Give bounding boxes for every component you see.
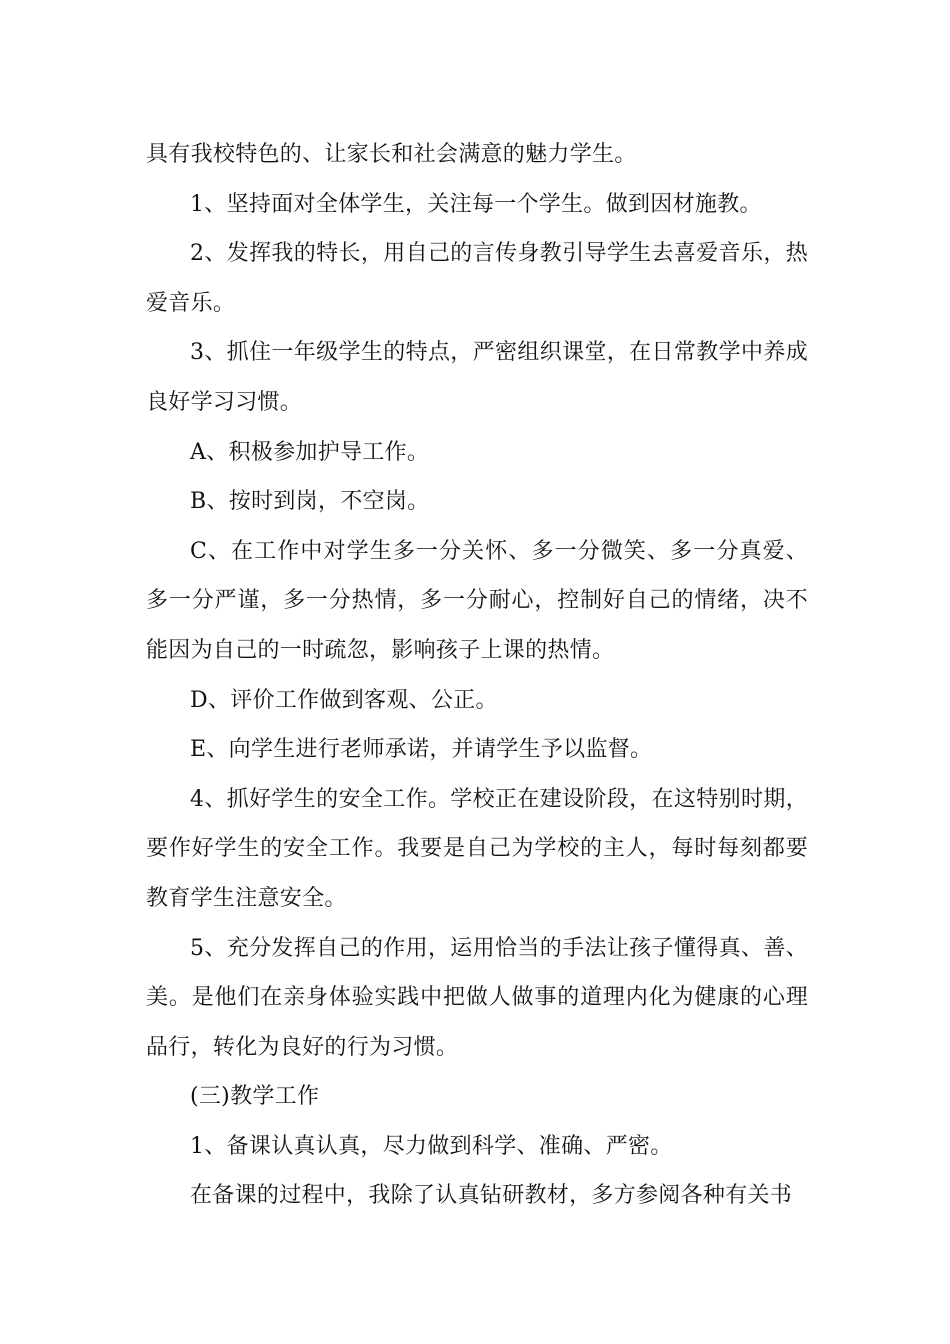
paragraph-5: A、积极参加护导工作。 — [190, 439, 430, 465]
paragraph-3: 2、发挥我的特长，用自己的言传身教引导学生去喜爱音乐，热爱音乐。 — [146, 241, 808, 316]
paragraph-6: B、按时到岗，不空岗。 — [190, 489, 430, 515]
paragraph-2: 1、坚持面对全体学生，关注每一个学生。做到因材施教。 — [190, 191, 762, 217]
paragraph-13: 1、备课认真认真，尽力做到科学、准确、严密。 — [190, 1133, 673, 1159]
paragraph-9: E、向学生进行老师承诺，并请学生予以监督。 — [190, 737, 653, 763]
paragraph-1: 具有我校特色的、让家长和社会满意的魅力学生。 — [146, 142, 637, 167]
paragraph-14: 在备课的过程中，我除了认真钻研教材，多方参阅各种有关书 — [190, 1183, 793, 1209]
paragraph-4: 3、抓住一年级学生的特点，严密组织课堂，在日常教学中养成良好学习习惯。 — [146, 340, 808, 415]
paragraph-8: D、评价工作做到客观、公正。 — [190, 687, 498, 713]
paragraph-11: 5、充分发挥自己的作用，运用恰当的手法让孩子懂得真、善、美。是他们在亲身体验实践中把做人做事的道理内化为健康的心理品行，转化为良好的行为习惯。 — [146, 935, 808, 1060]
document-body — [146, 130, 808, 1221]
paragraph-10: 4、抓好学生的安全工作。学校正在建设阶段，在这特别时期，要作好学生的安全工作。我要是自己为学校的主人，每时每刻都要教育学生注意安全。 — [146, 786, 808, 911]
paragraph-7: C、在工作中对学生多一分关怀、多一分微笑、多一分真爱、多一分严谨，多一分热情，多一分耐心，控制好自己的情绪，决不能因为自己的一时疏忽，影响孩子上课的热情。 — [146, 538, 808, 663]
section-heading: (三)教学工作 — [190, 1084, 320, 1110]
